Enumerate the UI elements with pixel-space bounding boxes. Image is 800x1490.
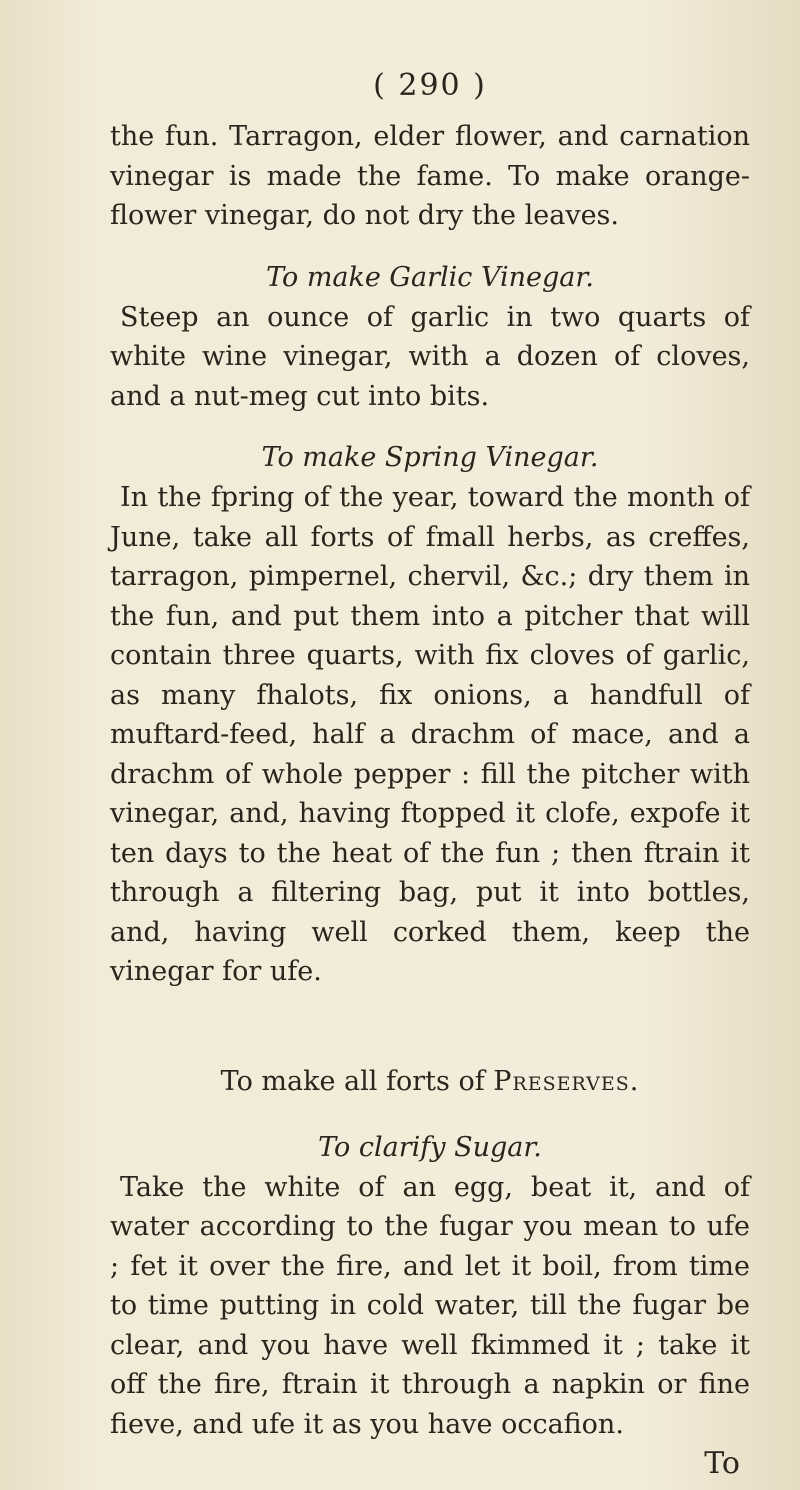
preserves-section-heading (110, 1062, 750, 1102)
catchword: To (704, 1446, 740, 1481)
spring-vinegar-text: In the fpring of the year, toward the month of June, take all forts of fmall herbs, as creffes, tarragon, pimpernel, chervil, &c.; dry them in the fun, and put them into a pitcher that will contain three quarts, with fix cloves of garlic, as many fhalots, fix onions, a handfull of muftard-feed, half a drachm of mace, and a drachm of whole pepper : fill the pitcher with vinegar, and, having ftopped it clofe, expofe it ten days to the heat of the fun ; then ftrain it through a filtering bag, put it into bottles, and, having well corked them, keep the vinegar for ufe. (110, 482, 750, 987)
spring-vinegar-heading: To make Spring Vinegar. (261, 442, 599, 473)
garlic-vinegar-text: Steep an ounce of garlic in two quarts of white wine vinegar, with a dozen of cloves, and a nut-meg cut into bits. (110, 301, 750, 412)
section-heading-prefix: To make all forts of (220, 1065, 494, 1097)
continued-paragraph: the fun. Tarragon, elder flower, and carnation vinegar is made the fame. To make orange-flower vinegar, do not dry the leaves. (110, 121, 750, 231)
page-content (110, 68, 750, 1481)
garlic-vinegar-heading: To make Garlic Vinegar. (266, 261, 594, 293)
clarify-sugar-heading: To clarify Sugar. (318, 1131, 542, 1163)
page-number: ( 290 ) (373, 68, 487, 103)
clarify-sugar-text: Take the white of an egg, beat it, and of water according to the fugar you mean to ufe ; fet it over the fire, and let it boil, from time to time putting in cold water, till the fugar be clear, and you have well fkimmed it ; take it off the fire, ftrain it through a napkin or fine fieve, and ufe it as you have occafion. (110, 1171, 750, 1440)
section-heading-caps: Preserves. (493, 1065, 640, 1097)
